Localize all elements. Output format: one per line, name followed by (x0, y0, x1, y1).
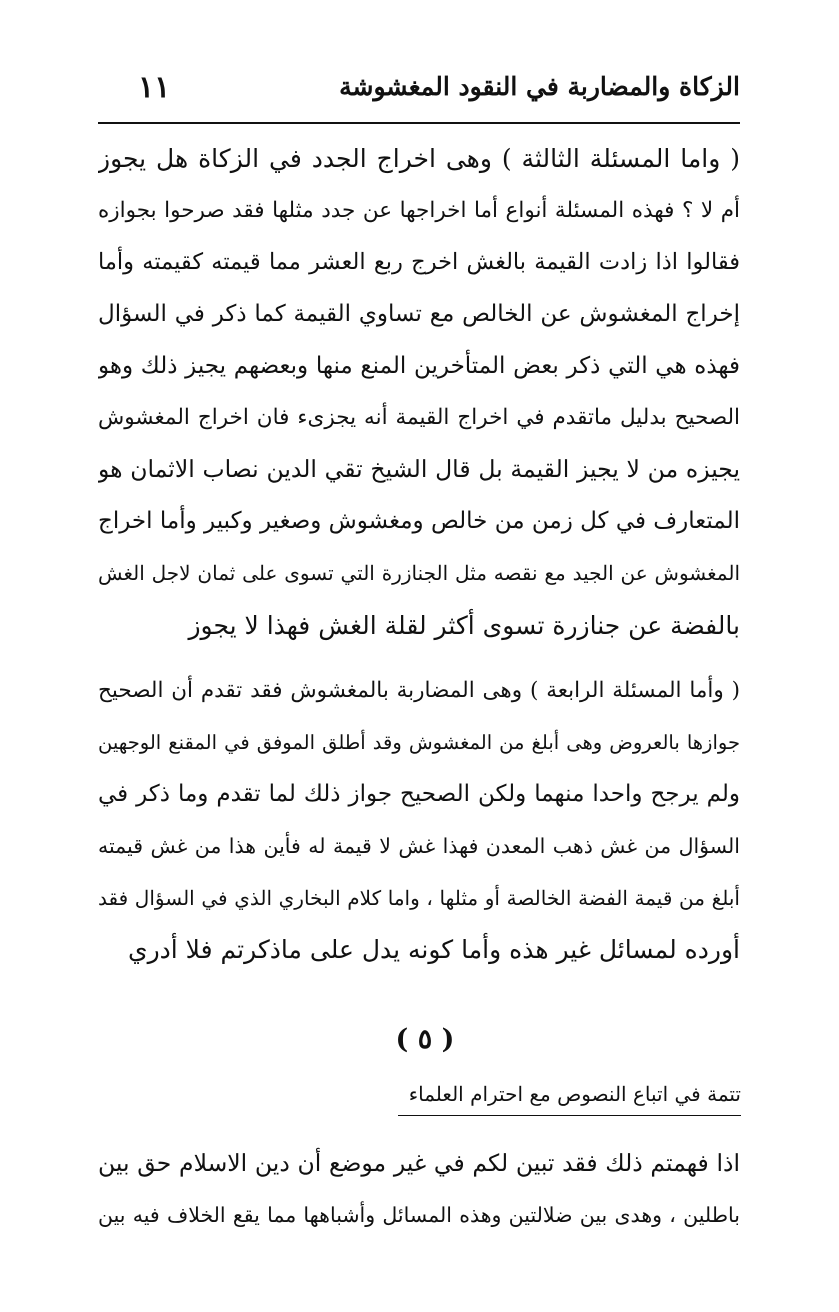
text-line: ( وأما المسئلة الرابعة ) وهى المضاربة بالمغشوش فقد تقدم أن الصحيح (98, 678, 740, 703)
section-heading: تتمة في اتباع النصوص مع احترام العلماء (408, 1082, 741, 1106)
text-line: جوازها بالعروض وهى أبلغ من المغشوش وقد أطلق الموفق في المقنع الوجهين (98, 730, 740, 754)
text-line: أورده لمسائل غير هذه وأما كونه يدل على ماذكرتم فلا أدري (128, 935, 740, 965)
text-line: إخراج المغشوش عن الخالص مع تساوي القيمة كما ذكر في السؤال (98, 300, 740, 327)
running-title: الزكاة والمضاربة في النقود المغشوشة (339, 72, 740, 101)
text-line: أم لا ؟ فهذه المسئلة أنواع أما اخراجها عن جدد مثلها فقد صرحوا بجوازه (98, 197, 740, 223)
paragraph-supplement (98, 1138, 740, 1242)
page-number: ١١ (138, 70, 171, 105)
paragraph-third-question (98, 133, 740, 652)
text-line: السؤال من غش ذهب المعدن فهذا غش لا قيمة له فأين هذا من غش قيمته (98, 833, 740, 858)
text-line: باطلين ، وهدى بين ضلالتين وهذه المسائل وأشباهها مما يقع الخلاف فيه بين (98, 1202, 740, 1227)
paragraph-fourth-question (98, 665, 740, 976)
text-line: بالفضة عن جنازرة تسوى أكثر لقلة الغش فهذا لا يجوز (188, 611, 740, 641)
page-header (100, 70, 740, 114)
text-line: المغشوش عن الجيد مع نقصه مثل الجنازرة التي تسوى على ثمان لاجل الغش (98, 561, 740, 586)
text-line: ولم يرجح واحدا منهما ولكن الصحيح جواز ذلك لما تقدم وما ذكر في (98, 780, 740, 807)
text-line: فهذه هي التي ذكر بعض المتأخرين المنع منها وبعضهم يجيز ذلك وهو (98, 352, 740, 379)
heading-underline (398, 1115, 741, 1116)
text-line: ( واما المسئلة الثالثة ) وهى اخراج الجدد في الزكاة هل يجوز (98, 144, 740, 173)
text-line: يجيزه من لا يجيز القيمة بل قال الشيخ تقي الدين نصاب الاثمان هو (98, 455, 740, 484)
text-line: المتعارف في كل زمن من خالص ومغشوش وصغير وكبير وأما اخراج (98, 508, 740, 535)
section-number: ( ٥ ) (395, 1024, 455, 1055)
text-line: الصحيح بدليل ماتقدم في اخراج القيمة أنه يجزىء فان اخراج المغشوش (98, 405, 740, 431)
text-line: أبلغ من قيمة الفضة الخالصة أو مثلها ، واما كلام البخاري الذي في السؤال فقد (98, 885, 740, 910)
text-line: فقالوا اذا زادت القيمة بالغش اخرج ربع العشر مما قيمته كقيمته وأما (98, 248, 740, 275)
header-rule (98, 122, 740, 124)
text-line: اذا فهمتم ذلك فقد تبين لكم في غير موضع أن دين الاسلام حق بين (98, 1149, 740, 1177)
